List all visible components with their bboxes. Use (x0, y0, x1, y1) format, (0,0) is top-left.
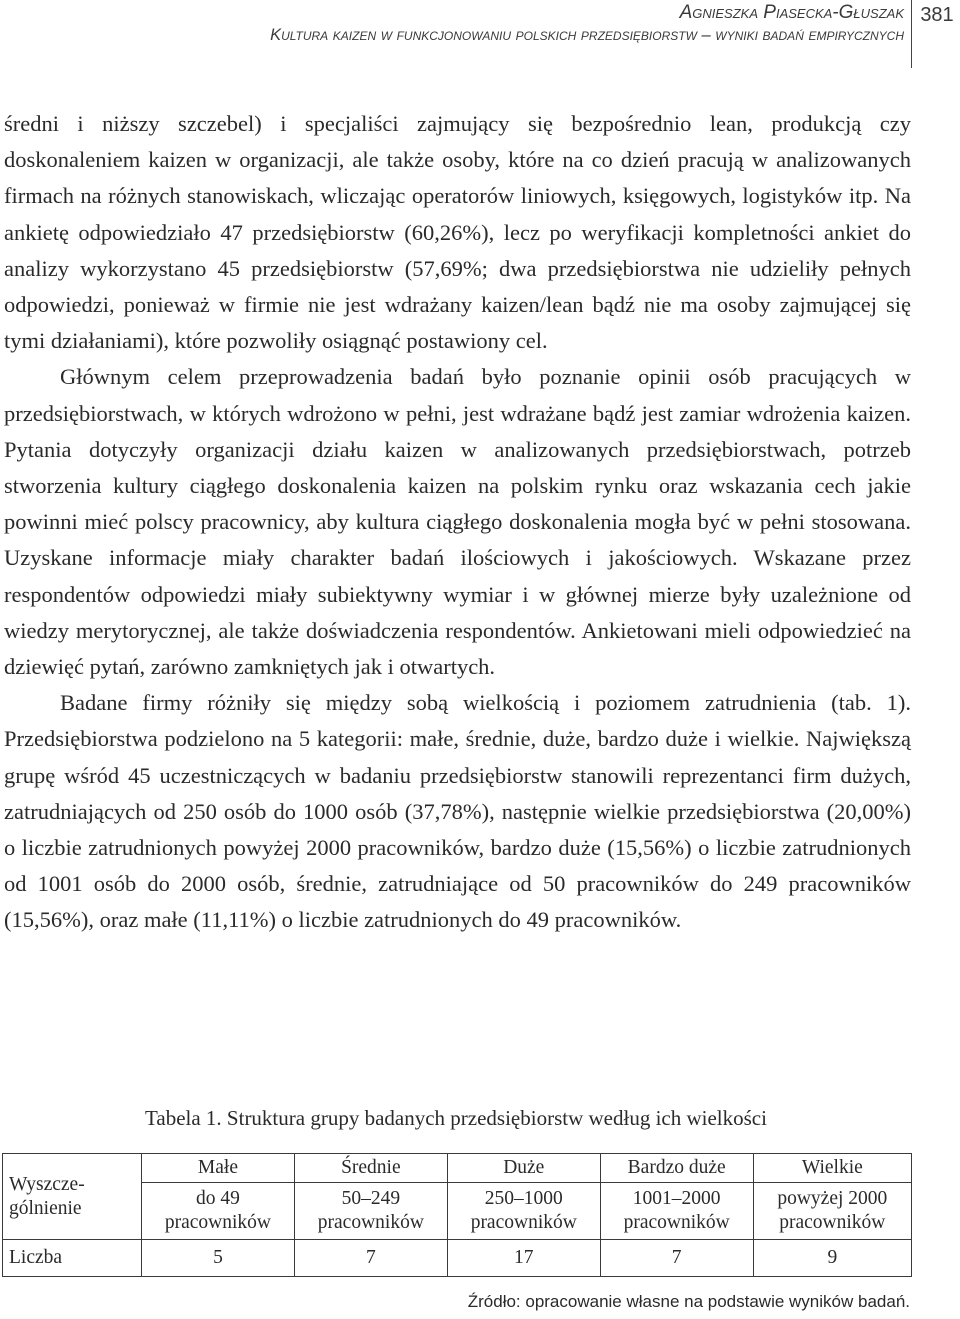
text-line: (60,26%), lecz po weryfikacji kompletności ankiet do analizy wykorzystano 45 (4, 219, 911, 281)
table-row-counts (3, 1240, 912, 1277)
text-line: na polskim rynku oraz wskazania cech jakie powinni mieć polscy pracownicy, aby (4, 473, 911, 535)
text-line: miały charakter badań ilościowych i jakościowych. Wskazane przez respondentów (4, 545, 911, 607)
text-line: biorstw stanowili reprezentanci firm dużych, zatrudniających od 250 osób do 1000 (4, 762, 911, 824)
header-article-title: Kultura kaizen w funkcjonowaniu polskich przedsiębiorstw – wyniki badań empirycznych (270, 26, 904, 44)
table-count-cell: 9 (753, 1240, 911, 1277)
text-line: odpowiedzieć na dziewięć pytań, zarówno zamkniętych jak i otwartych. (4, 617, 911, 680)
table-row-label: Liczba (3, 1240, 142, 1277)
range-line: 50–249 (341, 1188, 401, 1209)
text-line: średni i niższy szczebel) i specjaliści zajmujący się bezpośrednio lean, produkcją (4, 111, 862, 136)
table-count-cell: 7 (294, 1240, 447, 1277)
article-body (4, 106, 911, 939)
range-line: pracowników (317, 1212, 424, 1233)
table-count-cell: 5 (142, 1240, 295, 1277)
range-line: 250–1000 (484, 1188, 563, 1209)
text-line: nych przedsiębiorstwach, potrzeb stworzenia kultury ciągłego doskonalenia kaizen (4, 436, 912, 499)
header-author: Agnieszka Piasecka-Głuszak (679, 2, 904, 23)
text-line: przedsiębiorstw (57,69%; dwa przedsiębiorstwa nie udzieliły pełnych odpowiedzi, (4, 255, 912, 318)
company-size-table (2, 1153, 912, 1277)
table-corner-label (3, 1154, 142, 1240)
table-caption: Tabela 1. Struktura grupy badanych przedsiębiorstw według ich wielkości (145, 1106, 767, 1130)
text-line: osób (37,78%), następnie wielkie przedsiębiorstwa (20,00%) o liczbie zatrudnionych (4, 798, 912, 861)
table-range-cell (142, 1183, 295, 1240)
text-line: czy doskonaleniem kaizen w organizacji, ale także osoby, które na co dzień pracu (4, 111, 911, 173)
table-header-cell: Bardzo duże (600, 1154, 753, 1183)
text-line: odpowiedzi miały subiektywny wymiar i w głównej mierze były uzależnione od (140, 581, 912, 607)
text-line: powyżej 2000 pracowników, bardzo duże (15,56%) o liczbie zatrudnionych od 1001 (4, 835, 912, 897)
paragraph-1 (4, 106, 911, 359)
range-line: pracowników (164, 1212, 272, 1233)
text-line: cych w przedsiębiorstwach, w których wdrożono w pełni, jest wdrażane bądź jest (4, 364, 912, 426)
text-line: osób do 2000 osób, średnie, zatrudniające od 50 pracowników do 249 pracowników (93, 871, 912, 897)
corner-label-line: gólnienie (9, 1197, 82, 1219)
range-line: powyżej 2000 (777, 1188, 888, 1209)
table-range-cell (447, 1183, 600, 1240)
table-header-cell: Duże (447, 1154, 600, 1183)
table-count-cell: 7 (600, 1240, 753, 1277)
text-line: Badane firmy różniły się między sobą wielkością i poziomem zatrudnienia (60, 690, 817, 716)
table-count-cell: 17 (447, 1240, 600, 1277)
text-line: duże i wielkie. Największą grupę wśród 45 uczestniczących w badaniu przedsię (4, 726, 912, 788)
corner-label-line: Wyszcze- (9, 1173, 85, 1195)
paragraph-3 (4, 685, 911, 938)
table-range-cell (294, 1183, 447, 1240)
table-row-categories (3, 1154, 912, 1183)
table-source-note: Źródło: opracowanie własne na podstawie wyników badań. (467, 1292, 910, 1311)
range-line: 1001–2000 (632, 1188, 721, 1209)
range-line: pracowników (623, 1212, 730, 1233)
table-header-cell: Wielkie (753, 1154, 911, 1183)
header-divider (911, 0, 912, 68)
running-header (0, 0, 960, 70)
text-line: (15,56%), oraz małe (11,11%) o liczbie zatrudnionych do 49 pracowników. (4, 907, 682, 933)
range-line: do 49 (196, 1188, 240, 1209)
range-line: pracowników (470, 1212, 577, 1233)
table-header-cell: Średnie (294, 1154, 447, 1183)
page-number: 381 (920, 4, 954, 26)
text-line: Głównym celem przeprowadzenia badań było poznanie opinii osób pracują (60, 364, 835, 390)
text-line: ponieważ w firmie nie jest wdrażany kaizen/lean bądź nie ma osoby zajmującej się (123, 292, 911, 318)
text-line: wych, księgowych, logistyków itp. Na ankietę odpowiedziało 47 przedsiębiorstw (4, 183, 911, 245)
text-line: tymi działaniami), które pozwoliły osiągnąć postawiony cel. (4, 328, 548, 354)
text-line: (tab. 1). Przedsiębiorstwa podzielono na 5 kategorii: małe, średnie, duże, bardzo (4, 690, 911, 752)
paragraph-2 (4, 359, 911, 685)
text-line: kultura ciągłego doskonalenia mogła być w pełni stosowana. Uzyskane informacje (4, 509, 911, 571)
table-header-cell: Małe (142, 1154, 295, 1183)
text-line: ją w analizowanych firmach na różnych stanowiskach, wliczając operatorów linio (4, 147, 912, 209)
text-line: zamiar wdrożenia kaizen. Pytania dotyczyły organizacji działu kaizen w analizowa (4, 400, 912, 462)
range-line: pracowników (779, 1212, 886, 1233)
text-line: wiedzy merytorycznej, ale także doświadczenia respondentów. Ankietowani mieli (4, 617, 751, 643)
table-range-cell (600, 1183, 753, 1240)
table-range-cell (753, 1183, 911, 1240)
